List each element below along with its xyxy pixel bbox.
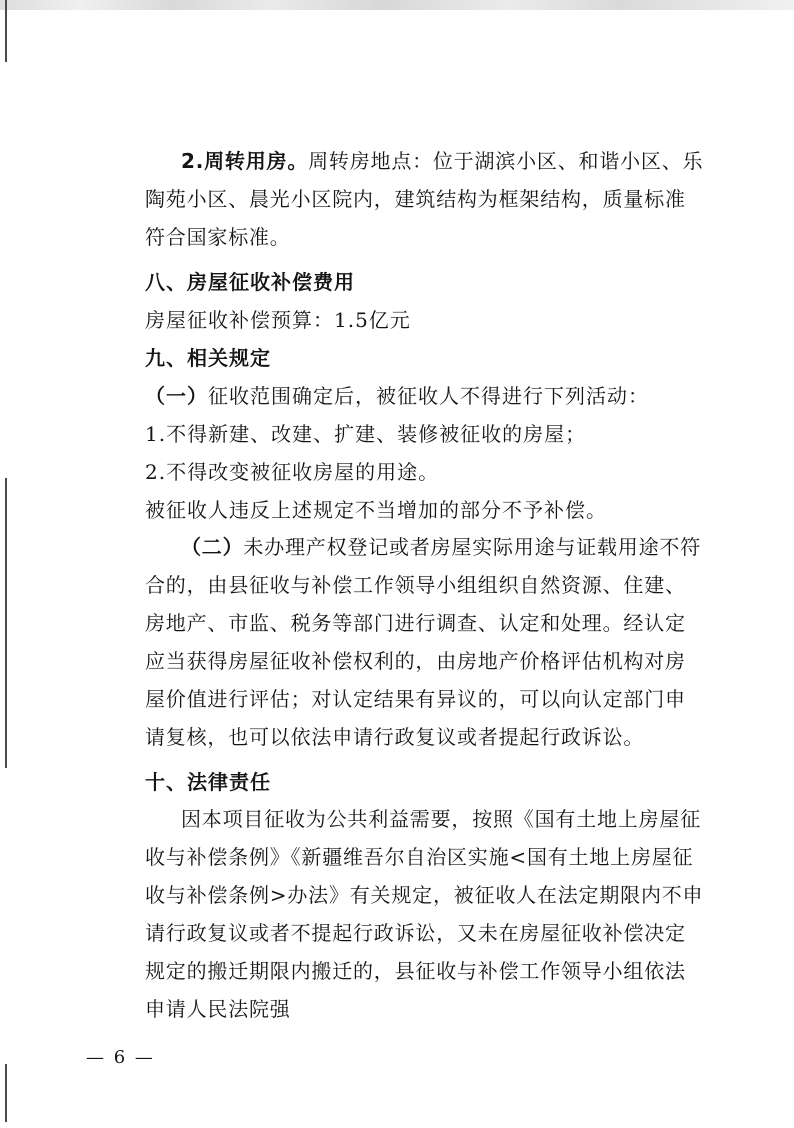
rule-one-text: 征收范围确定后，被征收人不得进行下列活动： [208,384,649,408]
rule-one-label: （一） [145,384,208,408]
paragraph-text-turnover-housing: 周转房地点：位于湖滨小区、和谐小区、乐陶苑小区、晨光小区院内，建筑结构为框架结构，质量标准符合国家标准。 [145,149,704,249]
section-title-legal-responsibility: 十、法律责任 [145,770,271,794]
rule-two-label: （二） [181,535,244,559]
page-number: — 6 — [86,1047,155,1068]
rule-two-paragraph [145,528,705,756]
liability-paragraph: 因本项目征收为公共利益需要，按照《国有土地上房屋征收与补偿条例》《新疆维吾尔自治区实施<国有土地上房屋征收与补偿条例>办法》有关规定，被征收人在法定期限内不申请行政复议或者不提起行政诉讼，又未在房屋征收补偿决定规定的搬迁期限内搬迁的，县征收与补偿工作领导小组依法申请人民法院强 [145,807,704,1021]
rule-one-note: 被征收人违反上述规定不当增加的部分不予补偿。 [145,498,607,522]
rule-one-intro [145,376,649,416]
paragraph-label-turnover-housing: 2.周转用房。 [181,149,309,173]
budget-line: 房屋征收补偿预算：1.5亿元 [145,308,411,332]
paragraph-housing-location [145,142,705,256]
rule-one-item-one: 1.不得新建、改建、扩建、装修被征收的房屋； [145,422,587,446]
rule-two-text: 未办理产权登记或者房屋实际用途与证载用途不符合的，由县征收与补偿工作领导小组组织自然资源、住建、房地产、市监、税务等部门进行调查、认定和处理。经认定应当获得房屋征收补偿权利的，由房地产价格评估机构对房屋价值进行评估；对认定结果有异议的，可以向认定部门申请复核，也可以依法申请行政复议或者提起行政诉讼。 [145,535,702,749]
rule-one-item-two: 2.不得改变被征收房屋的用途。 [145,460,440,484]
section-title-compensation-costs: 八、房屋征收补偿费用 [145,270,355,294]
section-title-related-rules: 九、相关规定 [145,346,271,370]
